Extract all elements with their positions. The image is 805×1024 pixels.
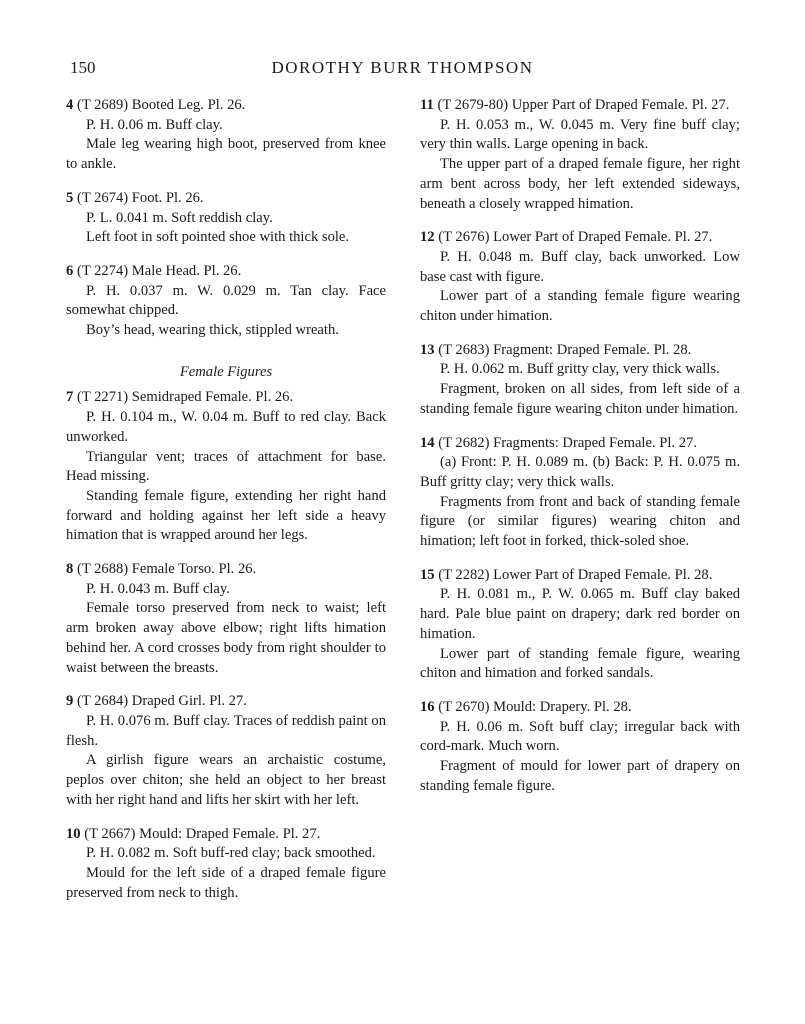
- catalogue-entry: [66, 825, 386, 904]
- entry-title: (T 2670) Mould: Drapery. Pl. 28.: [438, 698, 632, 715]
- entry-title-line: [66, 560, 386, 580]
- entry-title: (T 2684) Draped Girl. Pl. 27.: [76, 693, 247, 710]
- entry-number: 9: [66, 693, 74, 710]
- entry-measurements: P. H. 0.082 m. Soft buff-red clay; back smoothed.: [86, 845, 376, 862]
- entry-title: (T 2674) Foot. Pl. 26.: [76, 189, 204, 206]
- entry-title: (T 2688) Female Torso. Pl. 26.: [76, 561, 257, 578]
- entry-title: (T 2679-80) Upper Part of Draped Female. Pl. 27.: [437, 97, 730, 113]
- entry-title-line: [420, 698, 740, 718]
- entry-number: 10: [66, 825, 81, 842]
- entry-measurements: P. H. 0.076 m. Buff clay. Traces of reddish paint on flesh.: [66, 712, 386, 749]
- entry-title-line: [420, 566, 740, 586]
- entry-number: 8: [66, 561, 74, 578]
- catalogue-entry: [66, 692, 386, 810]
- entry-title: (T 2676) Lower Part of Draped Female. Pl. 27.: [438, 229, 713, 246]
- entry-title: (T 2667) Mould: Draped Female. Pl. 27.: [84, 825, 321, 842]
- entry-description: Boy’s head, wearing thick, stippled wreath.: [86, 322, 339, 339]
- entry-measurements: P. H. 0.104 m., W. 0.04 m. Buff to red clay. Back unworked.: [66, 409, 386, 445]
- entry-number: 11: [420, 97, 434, 113]
- entry-description: A girlish figure wears an archaistic costume, peplos over chiton; she held an object to her breast with her right hand and lifts her skirt with her left.: [66, 752, 386, 808]
- entry-title: (T 2282) Lower Part of Draped Female. Pl. 28.: [438, 566, 713, 583]
- left-column: [66, 96, 386, 917]
- entry-description: Standing female figure, extending her right hand forward and holding against her left side a heavy himation that is wrapped around her legs.: [66, 487, 386, 544]
- catalogue-entry: [420, 698, 740, 797]
- entry-title: (T 2689) Booted Leg. Pl. 26.: [76, 97, 246, 113]
- entry-description: Fragments from front and back of standing female figure (or similar figures) wearing chiton and himation; left foot in forked, thick-soled shoe.: [420, 493, 740, 550]
- entry-number: 13: [420, 341, 435, 358]
- entry-description: Male leg wearing high boot, preserved from knee to ankle.: [66, 136, 386, 173]
- entry-number: 15: [420, 566, 435, 583]
- catalogue-entry: [420, 96, 740, 214]
- entry-number: 4: [66, 97, 74, 113]
- entry-title-line: [420, 341, 740, 361]
- entry-title-line: [66, 96, 386, 116]
- entry-title: (T 2274) Male Head. Pl. 26.: [76, 262, 242, 279]
- entry-measurements: P. H. 0.037 m. W. 0.029 m. Tan clay. Face somewhat chipped.: [66, 282, 386, 319]
- entry-measurements: P. L. 0.041 m. Soft reddish clay.: [86, 209, 273, 226]
- entry-description: Female torso preserved from neck to waist; left arm broken away above elbow; right lifts himation behind her. A cord crosses body from right shoulder to waist between the breasts.: [66, 600, 386, 676]
- catalogue-entry: [66, 189, 386, 248]
- entry-title: (T 2271) Semidraped Female. Pl. 26.: [76, 389, 294, 406]
- entry-number: 14: [420, 434, 435, 451]
- entry-number: 7: [66, 389, 74, 406]
- entry-title: (T 2683) Fragment: Draped Female. Pl. 28.: [438, 341, 692, 358]
- entry-description: Lower part of a standing female figure wearing chiton under himation.: [420, 288, 740, 325]
- entry-title-line: [66, 692, 386, 712]
- catalogue-entry: [66, 388, 386, 546]
- entry-description: Fragment of mould for lower part of drapery on standing female figure.: [420, 758, 740, 794]
- entry-measurements: (a) Front: P. H. 0.089 m. (b) Back: P. H. 0.075 m. Buff gritty clay; very thick walls.: [420, 454, 740, 490]
- entry-number: 5: [66, 189, 74, 206]
- page-number: 150: [70, 58, 96, 77]
- entry-number: 16: [420, 698, 435, 715]
- entry-measurements: P. H. 0.081 m., P. W. 0.065 m. Buff clay baked hard. Pale blue paint on drapery; dark red border on himation.: [420, 586, 740, 642]
- entry-description: Triangular vent; traces of attachment for base. Head missing.: [66, 448, 386, 485]
- running-head: DOROTHY BURR THOMPSON: [271, 58, 534, 77]
- entry-measurements: P. H. 0.043 m. Buff clay.: [86, 580, 230, 597]
- entry-description: Lower part of standing female figure, wearing chiton and himation and forked sandals.: [420, 645, 740, 682]
- section-heading: Female Figures: [179, 363, 273, 380]
- entry-title-line: [420, 434, 740, 454]
- entry-title-line: [420, 228, 740, 248]
- entry-measurements: P. H. 0.06 m. Soft buff clay; irregular back with cord-mark. Much worn.: [420, 718, 740, 755]
- entry-measurements: P. H. 0.048 m. Buff clay, back unworked. Low base cast with figure.: [420, 248, 740, 285]
- entry-title-line: [66, 825, 386, 845]
- entry-number: 12: [420, 229, 435, 246]
- entry-title-line: [66, 262, 386, 282]
- catalogue-entry: [420, 566, 740, 684]
- entry-description: Mould for the left side of a draped female figure preserved from neck to thigh.: [66, 864, 386, 901]
- entry-title-line: [66, 388, 386, 408]
- entry-number: 6: [66, 262, 74, 279]
- entry-title-line: [420, 96, 740, 116]
- entry-title: (T 2682) Fragments: Draped Female. Pl. 27.: [438, 434, 697, 451]
- catalogue-entry: [420, 341, 740, 420]
- entry-measurements: P. H. 0.062 m. Buff gritty clay, very thick walls.: [440, 361, 720, 378]
- entry-description: Fragment, broken on all sides, from left side of a standing female figure wearing chiton under himation.: [420, 381, 740, 417]
- catalogue-entry: [66, 96, 386, 175]
- catalogue-entry: [66, 560, 386, 678]
- right-column: [420, 96, 740, 811]
- entry-description: The upper part of a draped female figure, her right arm bent across body, her left extended sideways, beneath a closely wrapped himation.: [420, 156, 740, 212]
- catalogue-entry: [420, 228, 740, 327]
- catalogue-entry: [66, 262, 386, 341]
- entry-title-line: [66, 189, 386, 209]
- entry-measurements: P. H. 0.06 m. Buff clay.: [86, 116, 223, 133]
- catalogue-entry: [420, 434, 740, 552]
- entry-description: Left foot in soft pointed shoe with thick sole.: [86, 229, 350, 246]
- entry-measurements: P. H. 0.053 m., W. 0.045 m. Very fine buff clay; very thin walls. Large opening in back.: [420, 116, 740, 153]
